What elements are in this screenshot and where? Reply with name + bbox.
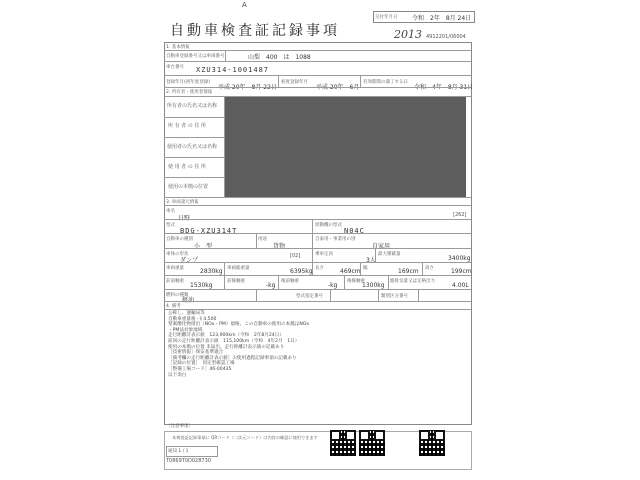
registration-number: 山梨 400 は 1088 bbox=[248, 54, 311, 61]
engine-model: N04C bbox=[344, 227, 365, 235]
rear-front-label: 後前軸重 bbox=[281, 279, 299, 284]
rear-axle: 1300kg bbox=[362, 282, 385, 289]
section1-heading: 1. 基本情報 bbox=[166, 45, 190, 50]
width-label: 幅 bbox=[363, 266, 368, 271]
model: BDG-XZU314T bbox=[180, 227, 238, 235]
qr-code bbox=[419, 430, 445, 456]
maker-code: [262] bbox=[453, 212, 467, 218]
front-rear-axle: -kg bbox=[266, 282, 276, 289]
owner-name-label: 所有者の氏名又は名称 bbox=[167, 103, 218, 109]
issue-date-label: 交付年月日 bbox=[375, 15, 398, 20]
note-line: ・PM法対象地域 bbox=[168, 327, 203, 333]
section3-heading: 3. 車両諸元情報 bbox=[166, 200, 199, 205]
fuel-label: 燃料の種類 bbox=[166, 293, 189, 298]
vehicle-type: 小 型 bbox=[194, 243, 213, 250]
note-line: ［記録の位置］ 同定型確認工場 bbox=[168, 361, 235, 367]
user-name-label: 使用者の氏名又は名称 bbox=[167, 144, 218, 150]
height-label: 高さ bbox=[425, 266, 434, 271]
base-location-label: 使用の本拠の位置 bbox=[168, 184, 209, 190]
model-label: 型式 bbox=[166, 223, 175, 228]
note-line: 窒素酸化物排出（NOx・PM）規格、この自動車の使用の本拠はNOx bbox=[168, 322, 310, 328]
rear-front-axle: -kg bbox=[328, 282, 338, 289]
displacement-label: 総排気量又は定格出力 bbox=[390, 279, 435, 284]
fuel-type: 軽油 bbox=[182, 297, 195, 304]
displacement: 4.00L bbox=[452, 282, 469, 289]
note-line: 自動車重量税 -￥4,500 bbox=[168, 316, 217, 322]
expiry-label: 有効期間の満了する日 bbox=[363, 80, 408, 85]
note-line: ［備考欄の走行距離計表示値］お使用過程記録事項の記載あり bbox=[168, 355, 297, 361]
vehicle-weight: 2830kg bbox=[200, 268, 223, 275]
note-line: 前回の走行距離計表示値 115,100km（令和 4年2月 1日） bbox=[168, 338, 300, 344]
issue-date: 令和 2年 8月 24日 bbox=[412, 15, 472, 22]
front-rear-label: 前後軸重 bbox=[227, 279, 245, 284]
note-line: 以下余白 bbox=[168, 372, 187, 378]
qr-code bbox=[330, 430, 356, 456]
section2-heading: 2. 所有者・使用者情報 bbox=[166, 90, 213, 95]
private-label: 自家用・事業用の別 bbox=[315, 237, 356, 242]
body-shape: ダンプ bbox=[180, 257, 199, 264]
note-line: 公称し、運輸局等 bbox=[168, 311, 205, 316]
reg-no-label: 自動車登録番号又は車両番号 bbox=[166, 54, 225, 59]
capacity: 3人 bbox=[366, 257, 376, 264]
serial-number: T0869T0D028730 bbox=[166, 458, 211, 464]
qr-code bbox=[359, 430, 385, 456]
use: 貨物 bbox=[273, 243, 286, 250]
shape-code: [02] bbox=[290, 253, 301, 259]
maker: 日野 bbox=[178, 215, 191, 222]
capacity-label: 乗車定員 bbox=[315, 252, 333, 257]
length-label: 長さ bbox=[315, 266, 324, 271]
owner-address-label: 所 有 者 の 住 所 bbox=[168, 123, 206, 129]
note-line: 使用の本拠の位置 未届出、走行距離計表示値の記載あり bbox=[168, 344, 285, 350]
page-label: 通知 1 / 1 bbox=[168, 449, 189, 454]
handwritten-year: 2013 bbox=[394, 28, 422, 41]
use-label: 用途 bbox=[258, 237, 267, 242]
footer-note: 本検査証記録事項に QRコード（二次元コード）は内容の確認に使用できます bbox=[172, 435, 318, 440]
width: 169cm bbox=[398, 268, 419, 275]
document-number: 4912201/06004 bbox=[426, 34, 466, 40]
section4-heading: 4. 備考 bbox=[166, 304, 181, 309]
document-title: 自動車検査証記録事項 bbox=[170, 23, 340, 39]
first-registration: 平成 20年 8月 22日 bbox=[218, 84, 277, 91]
footer-label: ［注意事項］ bbox=[166, 424, 193, 429]
category-label: 類別区分番号 bbox=[381, 294, 408, 299]
engine-label: 原動機の型式 bbox=[315, 223, 342, 228]
note-line: ［技術情報］保安基準適合 bbox=[168, 350, 224, 356]
weight-label: 車両重量 bbox=[166, 266, 184, 271]
chassis-label: 車台番号 bbox=[166, 65, 184, 70]
note-line: ［整備工場コード］46-00435 bbox=[168, 366, 232, 372]
shape-label: 車体の形状 bbox=[166, 252, 189, 257]
length: 469cm bbox=[340, 268, 361, 275]
user-address-label: 使 用 者 の 住 所 bbox=[168, 164, 206, 170]
front-axle-label: 前前軸重 bbox=[166, 279, 184, 284]
max-load-label: 最大積載量 bbox=[378, 252, 401, 257]
rear-axle-label: 後後軸重 bbox=[347, 279, 365, 284]
chassis-number: XZU314-1001487 bbox=[196, 66, 270, 74]
first-reg-label: 登録年月(初年度登録) bbox=[166, 80, 211, 85]
reg-year-label: 初度登録年月 bbox=[281, 80, 308, 85]
max-load: 3400kg bbox=[448, 255, 471, 262]
vehicle-type-label: 自動車の種別 bbox=[166, 237, 193, 242]
corner-mark: A bbox=[242, 1, 247, 9]
redacted-owner-info bbox=[225, 97, 466, 197]
gross-weight-label: 車両総重量 bbox=[227, 266, 250, 271]
notes-block bbox=[168, 311, 309, 378]
gross-weight: 6395kg bbox=[290, 268, 313, 275]
private-business: 自家用 bbox=[372, 243, 391, 250]
height: 199cm bbox=[451, 268, 472, 275]
type-no-label: 型式指定番号 bbox=[296, 294, 323, 299]
front-axle: 1530kg bbox=[190, 282, 213, 289]
registration-year: 平成 20年 6月 bbox=[316, 84, 360, 91]
expiry-date: 令和 4年 8月 31日 bbox=[414, 84, 474, 91]
note-line: 走行距離計表示値 123,900km（令和 2年8月24日） bbox=[168, 333, 284, 339]
maker-label: 車名 bbox=[166, 209, 175, 214]
